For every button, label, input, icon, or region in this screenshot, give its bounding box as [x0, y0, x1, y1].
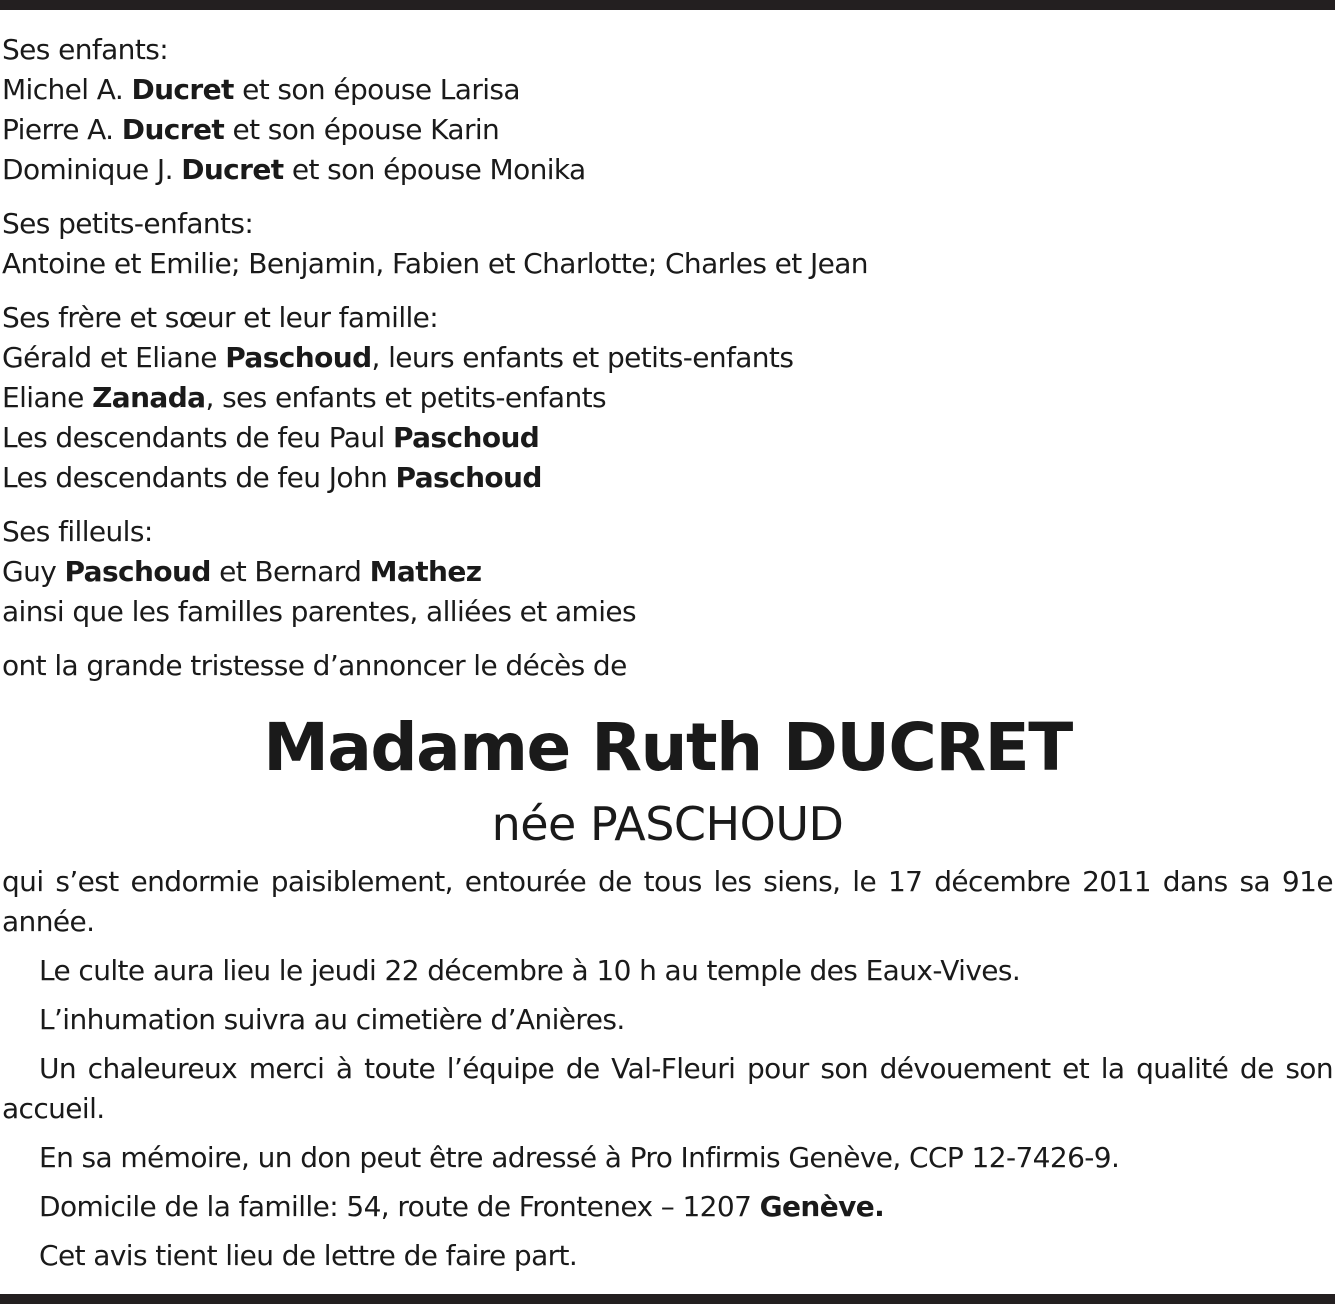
domicile-paragraph	[2, 1187, 1333, 1227]
sibling-row	[2, 378, 1333, 418]
child-surname: Ducret	[131, 73, 234, 106]
sibling-family: , leurs enfants et petits-enfants	[371, 341, 794, 374]
domicile-address: Domicile de la famille: 54, route de Frontenex – 1207	[39, 1190, 760, 1223]
siblings-section	[2, 298, 1333, 498]
service-paragraph: Le culte aura lieu le jeudi 22 décembre à 10 h au temple des Eaux-Vives.	[39, 954, 1021, 987]
sibling-family: , ses enfants et petits-enfants	[205, 381, 607, 414]
grandchildren-heading: Ses petits-enfants:	[2, 207, 254, 240]
children-section	[2, 30, 1333, 190]
grandchildren-section	[2, 204, 1333, 284]
bottom-border-rule	[0, 1294, 1335, 1304]
godchild-surname: Paschoud	[64, 555, 211, 588]
top-border-rule	[0, 0, 1335, 10]
sibling-surname: Paschoud	[395, 461, 542, 494]
notice-paragraph: Cet avis tient lieu de lettre de faire part.	[39, 1239, 578, 1272]
maiden-name: née PASCHOUD	[491, 797, 844, 851]
passing-paragraph: qui s’est endormie paisiblement, entourée de tous les siens, le 17 décembre 2011 dans sa 91e année.	[2, 865, 1333, 938]
obituary-notice	[2, 30, 1333, 1276]
child-given-name: Michel A.	[2, 73, 132, 106]
child-given-name: Dominique J.	[2, 153, 182, 186]
donation-paragraph: En sa mémoire, un don peut être adressé à Pro Infirmis Genève, CCP 12-7426-9.	[39, 1141, 1120, 1174]
burial-paragraph: L’inhumation suivra au cimetière d’Anières.	[39, 1003, 625, 1036]
sibling-name: Les descendants de feu Paul	[2, 421, 393, 454]
child-surname: Ducret	[121, 113, 225, 146]
child-row	[2, 70, 1333, 110]
sibling-row	[2, 338, 1333, 378]
families-line: ainsi que les familles parentes, alliées et amies	[2, 595, 637, 628]
godchild-given-name: Guy	[2, 555, 65, 588]
godchildren-names	[2, 552, 1333, 592]
godchildren-heading: Ses filleuls:	[2, 515, 153, 548]
child-spouse: et son épouse Monika	[283, 153, 586, 186]
child-given-name: Pierre A.	[2, 113, 122, 146]
sibling-row	[2, 418, 1333, 458]
siblings-heading: Ses frère et sœur et leur famille:	[2, 301, 439, 334]
sibling-name: Eliane	[2, 381, 93, 414]
grandchildren-names: Antoine et Emilie; Benjamin, Fabien et Charlotte; Charles et Jean	[2, 247, 868, 280]
domicile-city: Genève.	[759, 1190, 885, 1223]
sibling-surname: Zanada	[92, 381, 206, 414]
child-row	[2, 110, 1333, 150]
sibling-name: Gérald et Eliane	[2, 341, 226, 374]
child-spouse: et son épouse Larisa	[233, 73, 520, 106]
sibling-name: Les descendants de feu John	[2, 461, 396, 494]
thanks-paragraph: Un chaleureux merci à toute l’équipe de Val-Fleuri pour son dévouement et la qualité de son accueil.	[2, 1052, 1333, 1125]
child-surname: Ducret	[181, 153, 284, 186]
sibling-surname: Paschoud	[392, 421, 540, 454]
announcement-line: ont la grande tristesse d’annoncer le décès de	[2, 649, 627, 682]
godchild-surname: Mathez	[369, 555, 482, 588]
child-row	[2, 150, 1333, 190]
sibling-row	[2, 458, 1333, 498]
deceased-name: Madame Ruth DUCRET	[263, 709, 1072, 786]
child-spouse: et son épouse Karin	[224, 113, 500, 146]
children-heading: Ses enfants:	[2, 33, 169, 66]
godchild-given-name: et Bernard	[210, 555, 370, 588]
godchildren-section	[2, 512, 1333, 632]
sibling-surname: Paschoud	[225, 341, 372, 374]
